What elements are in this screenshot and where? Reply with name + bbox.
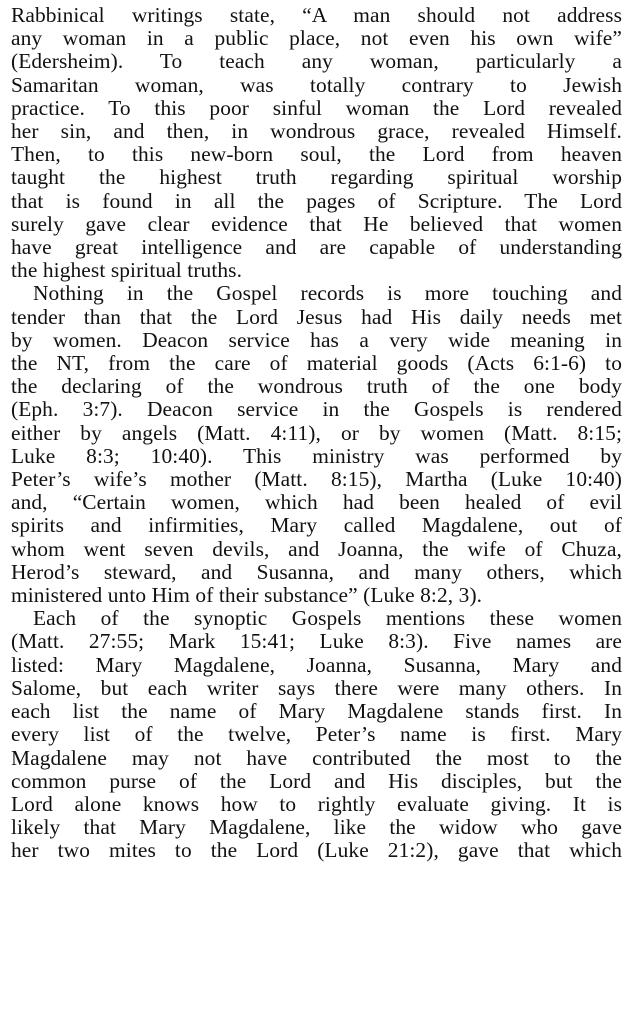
- text-line: the NT, from the care of material goods (Acts 6:1-6) to: [11, 351, 622, 376]
- text-line: Magdalene may not have contributed the most to the: [11, 745, 622, 770]
- text-line: the declaring of the wondrous truth of the one body: [11, 374, 622, 399]
- text-line: Samaritan woman, was totally contrary to Jewish: [11, 72, 622, 97]
- text-line: surely gave clear evidence that He believed that women: [11, 211, 622, 236]
- text-line: that is found in all the pages of Scripture. The Lord: [11, 188, 622, 213]
- text-line: (Matt. 27:55; Mark 15:41; Luke 8:3). Five names are: [11, 629, 622, 654]
- text-line: listed: Mary Magdalene, Joanna, Susanna, Mary and: [11, 652, 622, 677]
- text-line: any woman in a public place, not even his own wife”: [11, 26, 622, 51]
- text-line: Then, to this new-born soul, the Lord from heaven: [11, 142, 622, 167]
- text-line: Each of the synoptic Gospels mentions these women: [33, 606, 622, 631]
- text-line: Lord alone knows how to rightly evaluate giving. It is: [11, 791, 622, 816]
- paragraph-synoptic-gospels: [11, 607, 622, 862]
- text-line: every list of the twelve, Peter’s name is first. Mary: [11, 722, 622, 747]
- text-line: Nothing in the Gospel records is more touching and: [33, 281, 622, 306]
- text-line: (Eph. 3:7). Deacon service in the Gospels is rendered: [11, 397, 622, 422]
- text-line: have great intelligence and are capable of understanding: [11, 235, 622, 260]
- text-line: her sin, and then, in wondrous grace, revealed Himself.: [11, 119, 622, 144]
- text-line: common purse of the Lord and His disciples, but the: [11, 768, 622, 793]
- text-line: Rabbinical writings state, “A man should not address: [11, 3, 622, 27]
- text-line: each list the name of Mary Magdalene stands first. In: [11, 699, 622, 724]
- text-line: Salome, but each writer says there were many others. In: [11, 675, 622, 700]
- text-line: whom went seven devils, and Joanna, the wife of Chuza,: [11, 536, 622, 561]
- text-line: her two mites to the Lord (Luke 21:2), gave that which: [11, 838, 622, 863]
- text-line: spirits and infirmities, Mary called Magdalene, out of: [11, 513, 622, 538]
- text-line: (Edersheim). To teach any woman, particularly a: [11, 49, 622, 74]
- text-line: taught the highest truth regarding spiritual worship: [11, 165, 622, 190]
- text-line: Luke 8:3; 10:40). This ministry was performed by: [11, 443, 622, 468]
- text-line: and, “Certain women, which had been healed of evil: [11, 490, 622, 515]
- text-line: Herod’s steward, and Susanna, and many others, which: [11, 559, 622, 584]
- text-line: tender than that the Lord Jesus had His daily needs met: [11, 304, 622, 329]
- text-line: practice. To this poor sinful woman the Lord revealed: [11, 95, 622, 120]
- text-line: by women. Deacon service has a very wide meaning in: [11, 327, 622, 352]
- text-line: Peter’s wife’s mother (Matt. 8:15), Martha (Luke 10:40): [11, 467, 622, 492]
- paragraph-rabbinical: [11, 4, 622, 282]
- text-line: the highest spiritual truths.: [11, 258, 243, 283]
- text-line: ministered unto Him of their substance” (Luke 8:2, 3).: [11, 583, 483, 608]
- paragraph-deacon-service: [11, 282, 622, 607]
- text-line: either by angels (Matt. 4:11), or by women (Matt. 8:15;: [11, 420, 622, 445]
- text-line: likely that Mary Magdalene, like the widow who gave: [11, 815, 622, 840]
